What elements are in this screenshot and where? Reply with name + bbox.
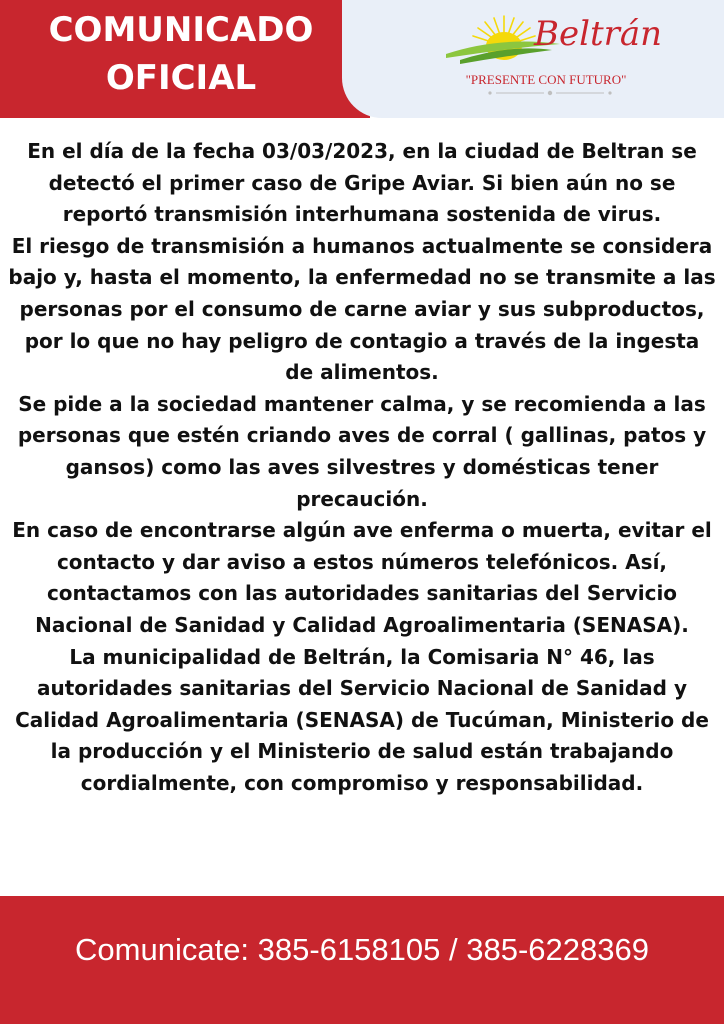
announcement-paragraph: En caso de encontrarse algún ave enferma o muerta, evitar el contacto y dar aviso a estos números telefónicos. Así, contactamos con las autoridades sanitarias del Servicio Nacional de Sanidad y Calidad Agroalimentaria (SENASA).: [12, 518, 712, 637]
announcement-paragraph: El riesgo de transmisión a humanos actualmente se considera bajo y, hasta el momento, la enfermedad no se transmite a las personas por el consumo de carne aviar y sus subproductos, por lo que no hay peligro de contagio a través de la ingesta de alimentos.: [8, 233, 716, 385]
announcement-body: [8, 136, 716, 799]
logo-name: Beltrán: [534, 14, 663, 54]
announcement-paragraph: En el día de la fecha 03/03/2023, en la ciudad de Beltran se detectó el primer caso de Gripe Aviar. Si bien aún no se reportó transmisión interhumana sostenida de virus.: [27, 139, 697, 227]
contact-phone-numbers: Comunicate: 385-6158105 / 385-6228369: [75, 932, 649, 967]
page-title: [0, 6, 362, 102]
municipality-logo: [440, 8, 663, 104]
page-title-line-2: OFICIAL: [105, 58, 257, 98]
announcement-paragraph: La municipalidad de Beltrán, la Comisaria N° 46, las autoridades sanitarias del Servicio Nacional de Sanidad y Calidad Agroalimentaria (SENASA) de Tucúman, Ministerio de la producción y el Ministerio de salud están trabajando cordialmente, con compromiso y responsabilidad.: [15, 644, 709, 795]
header: [0, 0, 724, 118]
page-title-line-1: COMUNICADO: [48, 10, 314, 50]
announcement-paragraph: Se pide a la sociedad mantener calma, y se recomienda a las personas que estén criando aves de corral ( gallinas, patos y gansos) como las aves silvestres y domésticas tener precaución.: [17, 391, 707, 511]
logo-slogan: "PRESENTE CON FUTURO": [465, 72, 627, 87]
